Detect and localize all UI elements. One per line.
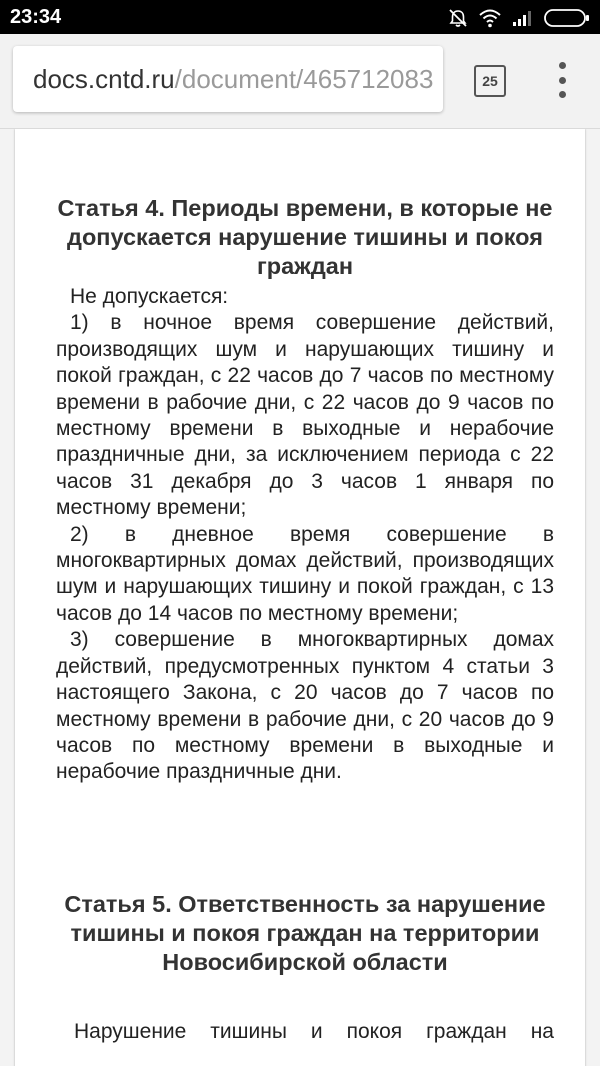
url-path: /document/465712083 [174, 63, 434, 94]
status-bar [0, 0, 600, 34]
article-5 [56, 890, 554, 1045]
article-4-item-3: 3) совершение в многоквартирных домах действий, предусмотренных пунктом 4 статьи 3 настоящего Закона, с 20 часов до 7 часов по местному времени в рабочие дни, с 20 часов до 9 часов по местному времени в выходные и нерабочие праздничные дни. [56, 628, 554, 784]
url-bar[interactable] [13, 46, 443, 112]
battery-icon [544, 9, 590, 27]
signal-icon [512, 9, 534, 27]
article-4-intro: Не допускается: [70, 285, 229, 308]
article-5-heading: Статья 5. Ответственность за нарушение тишины и покоя граждан на территории Новосибирской области [64, 891, 546, 975]
article-4-item-2: 2) в дневное время совершение в многоквартирных домах действий, производящих шум и нарушающих тишину и покой граждан, с 13 часов до 14 часов по местному времени; [56, 522, 554, 625]
url-text[interactable] [13, 64, 433, 95]
page-content [0, 129, 600, 1066]
status-time: 23:34 [10, 6, 62, 28]
article-4-heading: Статья 4. Периоды времени, в которые не допускается нарушение тишины и покоя граждан [57, 195, 553, 279]
wifi-icon [478, 8, 502, 28]
article-4-item-1: 1) в ночное время совершение действий, производящих шум и нарушающих тишину и покой граждан, с 22 часов до 7 часов по местному времени в рабочие дни, с 22 часов до 9 часов по местному времени в выходные и нерабочие праздничные дни, за исключением периода с 22 часов 31 декабря до 3 часов 1 января по местному времени; [56, 311, 554, 520]
status-icons [448, 7, 590, 29]
tab-switcher-button[interactable]: 25 [474, 65, 506, 97]
alarm-off-icon [448, 8, 468, 28]
more-vert-icon[interactable] [548, 62, 576, 98]
url-domain: docs.cntd.ru [33, 63, 175, 94]
browser-toolbar [0, 34, 600, 129]
article-5-paragraph: Нарушение тишины и покоя граждан на [74, 1020, 554, 1043]
article-4 [56, 194, 554, 786]
